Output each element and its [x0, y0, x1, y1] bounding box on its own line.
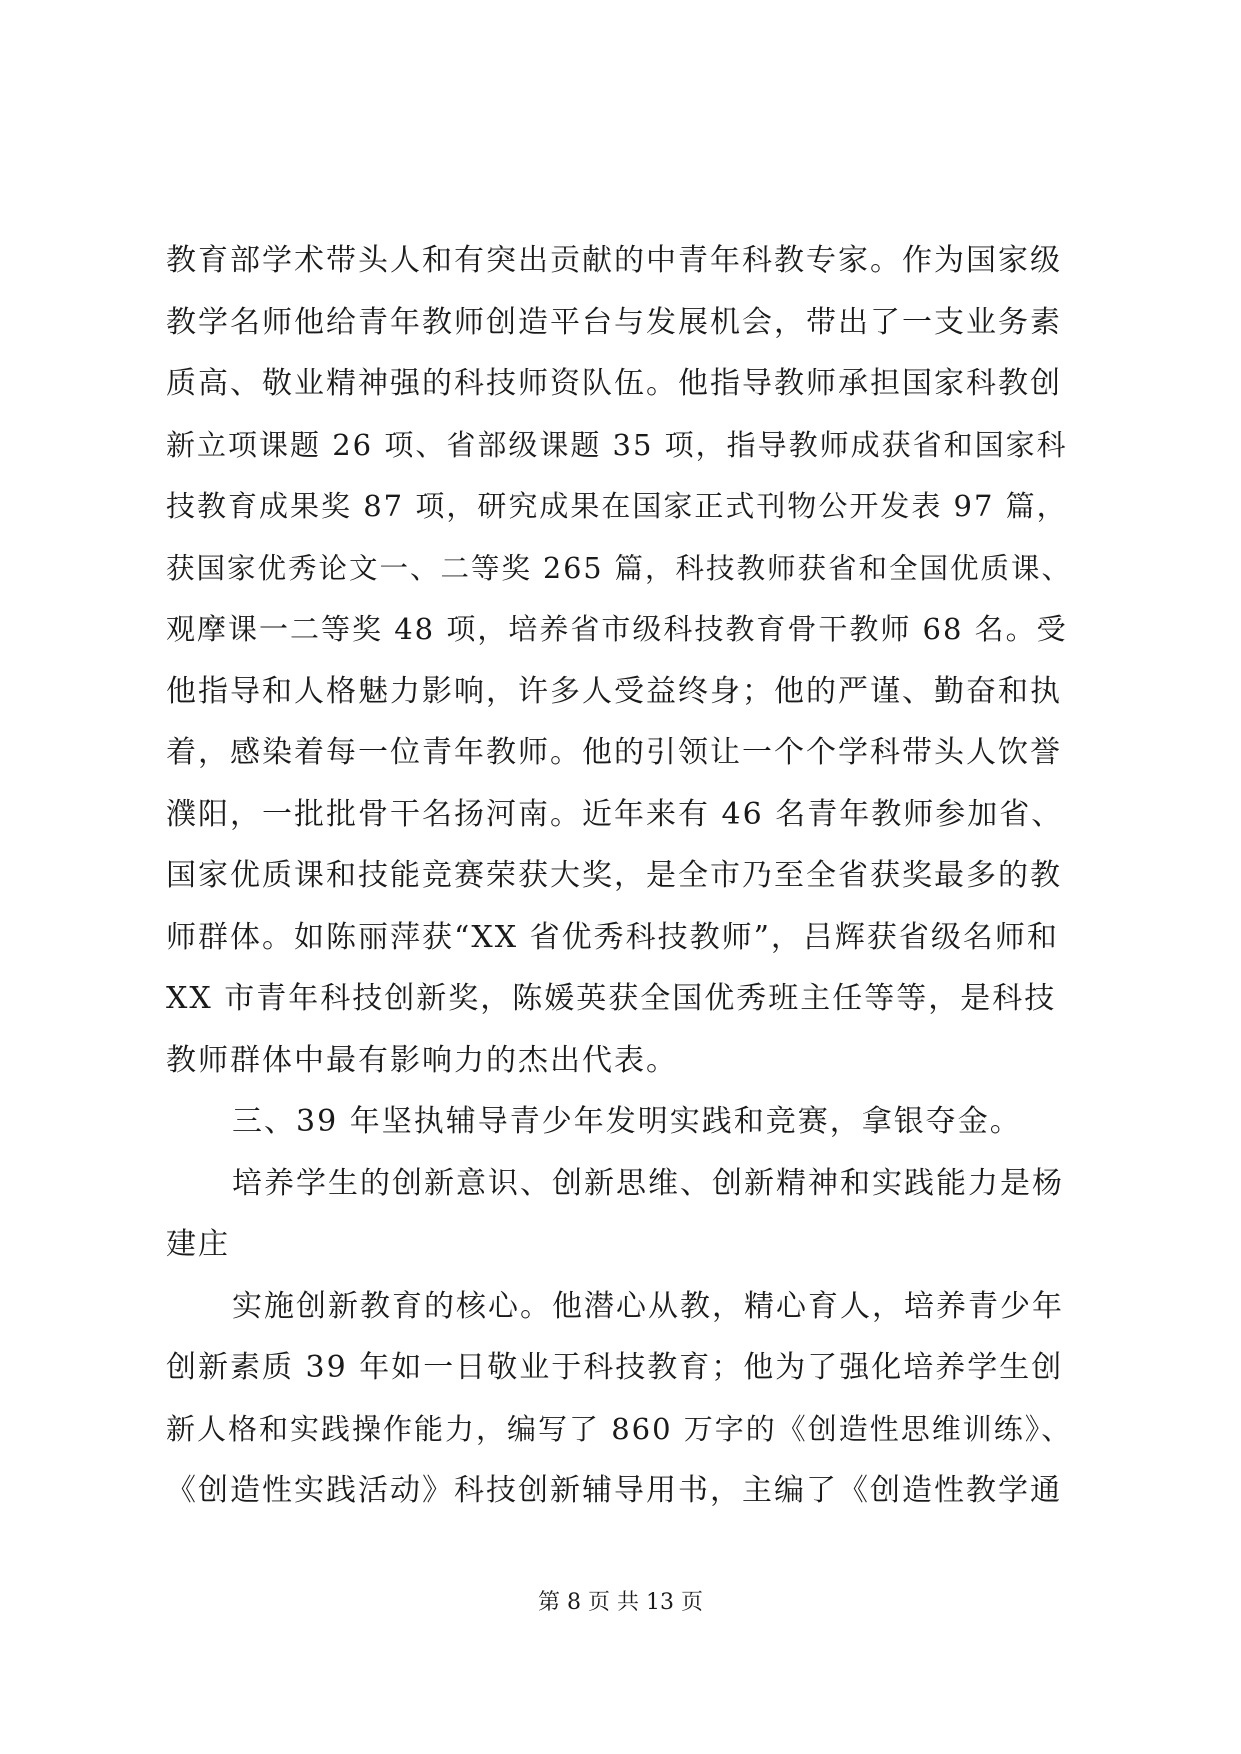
text-line: 《创造性实践活动》科技创新辅导用书，主编了《创造性教学通	[166, 1473, 1062, 1508]
text-line: 获国家优秀论文一、二等奖 265 篇，科技教师获省和全国优质课、	[166, 551, 1073, 585]
text-line: 新立项课题 26 项、省部级课题 35 项，指导教师成获省和国家科	[166, 427, 1068, 462]
text-line: 观摩课一二等奖 48 项，培养省市级科技教育骨干教师 68 名。受	[166, 612, 1068, 646]
text-line: 创新素质 39 年如一日敬业于科技教育；他为了强化培养学生创	[166, 1350, 1064, 1385]
text-line: 师群体。如陈丽萍获“XX 省优秀科技教师”，吕辉获省级名师和	[166, 919, 1059, 955]
text-line: 三、39 年坚执辅导青少年发明实践和竞赛，拿银夺金。	[232, 1104, 1022, 1139]
text-line: 教育部学术带头人和有突出贡献的中青年科教专家。作为国家级	[166, 243, 1062, 278]
text-line: 质高、敬业精神强的科技师资队伍。他指导教师承担国家科教创	[166, 366, 1062, 401]
page-number: 第 8 页 共 13 页	[538, 1590, 703, 1615]
text-line: XX 市青年科技创新奖，陈媛英获全国优秀班主任等等，是科技	[166, 981, 1057, 1016]
text-line: 教师群体中最有影响力的杰出代表。	[166, 1042, 678, 1078]
text-line: 实施创新教育的核心。他潜心从教，精心育人，培养青少年	[232, 1288, 1064, 1324]
text-line: 教学名师他给青年教师创造平台与发展机会，带出了一支业务素	[166, 304, 1062, 340]
text-line: 建庄	[166, 1227, 230, 1262]
text-line: 他指导和人格魅力影响，许多人受益终身；他的严谨、勤奋和执	[166, 673, 1062, 709]
text-line: 国家优质课和技能竞赛荣获大奖，是全市乃至全省获奖最多的教	[166, 858, 1062, 893]
body-text	[166, 230, 1076, 1522]
text-line: 新人格和实践操作能力，编写了 860 万字的《创造性思维训练》、	[166, 1411, 1073, 1446]
text-line: 濮阳，一批批骨干名扬河南。近年来有 46 名青年教师参加省、	[166, 796, 1064, 832]
text-line: 培养学生的创新意识、创新思维、创新精神和实践能力是杨	[232, 1165, 1064, 1201]
text-line: 着，感染着每一位青年教师。他的引领让一个个学科带头人饮誉	[166, 735, 1062, 770]
text-line: 技教育成果奖 87 项，研究成果在国家正式刊物公开发表 97 篇，	[166, 489, 1068, 523]
